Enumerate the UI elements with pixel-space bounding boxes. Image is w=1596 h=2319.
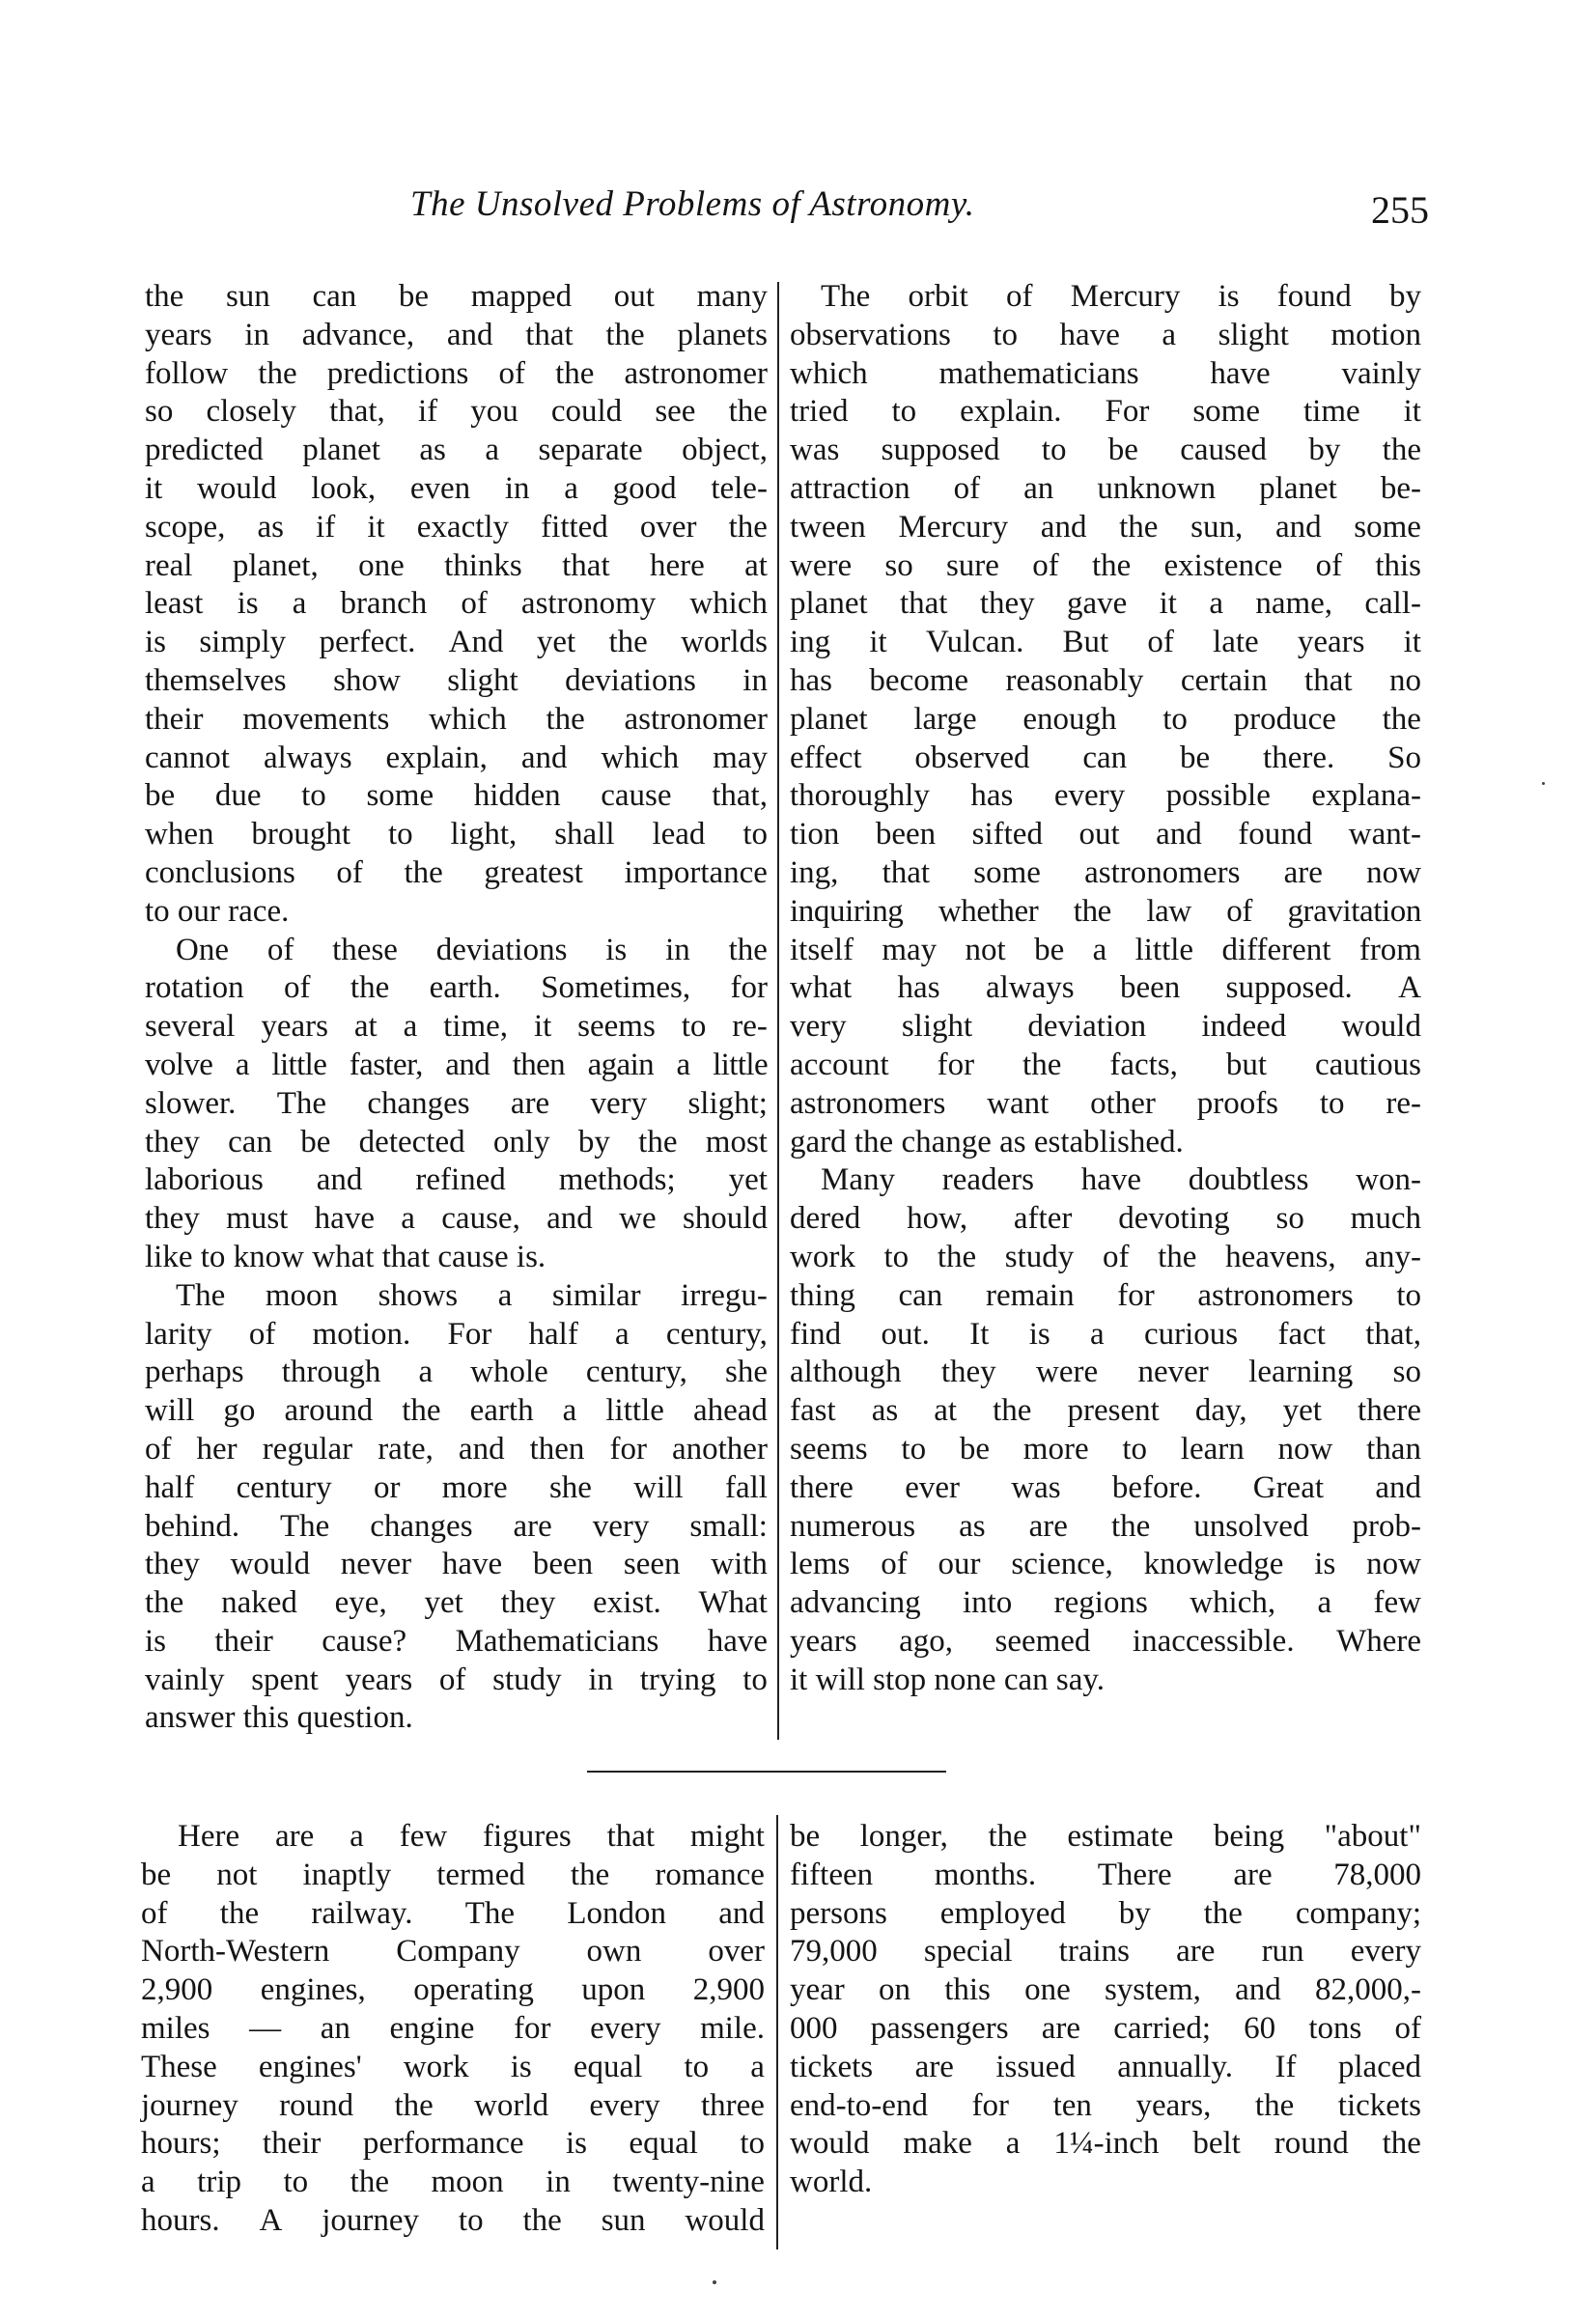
text-line: has become reasonably certain that no	[790, 662, 1421, 698]
text-line: effect observed can be there. So	[790, 740, 1421, 775]
text-line: advancing into regions which, a few	[790, 1585, 1421, 1621]
text-line: perhaps through a whole century, she	[145, 1355, 768, 1390]
text-line: thoroughly has every possible explana-	[790, 778, 1421, 814]
text-line: tickets are issued annually. If placed	[790, 2049, 1421, 2084]
text-line: fifteen months. There are 78,000	[790, 1857, 1421, 1892]
text-line: volve a little faster, and then again a little	[145, 1047, 768, 1082]
text-line: be longer, the estimate being "about"	[790, 1819, 1421, 1854]
text-line: year on this one system, and 82,000,-	[790, 1972, 1421, 2008]
text-line: astronomers want other proofs to re-	[790, 1085, 1421, 1121]
text-line: account for the facts, but cautious	[790, 1047, 1421, 1082]
text-line: Here are a few figures that might	[178, 1819, 765, 1854]
text-line: the sun can be mapped out many	[145, 279, 768, 314]
text-line: is their cause? Mathematicians have	[145, 1623, 768, 1659]
text-line: themselves show slight deviations in	[145, 662, 768, 698]
text-line: The moon shows a similar irregu-	[176, 1277, 768, 1313]
page-number: 255	[1371, 188, 1429, 232]
text-line: there ever was before. Great and	[790, 1469, 1421, 1505]
text-line: find out. It is a curious fact that,	[790, 1316, 1421, 1352]
text-line: would make a 1¼-inch belt round the	[790, 2126, 1421, 2162]
text-line: so closely that, if you could see the	[145, 394, 768, 430]
column-divider	[777, 282, 779, 1740]
text-line: were so sure of the existence of this	[790, 547, 1421, 583]
print-speck	[713, 2280, 716, 2284]
text-line: several years at a time, it seems to re-	[145, 1009, 768, 1045]
text-line: vainly spent years of study in trying to	[145, 1662, 768, 1697]
text-line: planet large enough to produce the	[790, 701, 1421, 737]
section2-right-column	[790, 1818, 1421, 2202]
text-line: persons employed by the company;	[790, 1895, 1421, 1931]
text-line: 2,900 engines, operating upon 2,900	[141, 1972, 765, 2008]
text-line: work to the study of the heavens, any-	[790, 1239, 1421, 1274]
text-line: real planet, one thinks that here at	[145, 547, 768, 583]
text-line: they would never have been seen with	[145, 1547, 768, 1582]
text-line: conclusions of the greatest importance	[145, 854, 768, 890]
text-line: seems to be more to learn now than	[790, 1431, 1421, 1467]
text-line: a trip to the moon in twenty-nine	[141, 2165, 765, 2200]
page-title: The Unsolved Problems of Astronomy.	[410, 184, 975, 224]
text-line: when brought to light, shall lead to	[145, 817, 768, 852]
text-line: The orbit of Mercury is found by	[821, 279, 1421, 314]
text-line: what has always been supposed. A	[790, 970, 1421, 1006]
text-line: to our race.	[145, 893, 290, 929]
text-line: will go around the earth a little ahead	[145, 1393, 768, 1429]
text-line: be due to some hidden cause that,	[145, 778, 768, 814]
text-line: 79,000 special trains are run every	[790, 1934, 1421, 1970]
text-line: answer this question.	[145, 1700, 413, 1736]
text-line: larity of motion. For half a century,	[145, 1316, 768, 1352]
text-line: is simply perfect. And yet the worlds	[145, 625, 768, 660]
text-line: planet that they gave it a name, call-	[790, 586, 1421, 622]
text-line: behind. The changes are very small:	[145, 1508, 768, 1544]
text-line: North-Western Company own over	[141, 1934, 765, 1970]
text-line: predicted planet as a separate object,	[145, 433, 768, 468]
print-speck	[1542, 782, 1545, 785]
text-line: ing, that some astronomers are now	[790, 854, 1421, 890]
text-line: fast as at the present day, yet there	[790, 1393, 1421, 1429]
text-line: end-to-end for ten years, the tickets	[790, 2087, 1421, 2123]
text-line: they must have a cause, and we should	[145, 1201, 768, 1237]
text-line: thing can remain for astronomers to	[790, 1277, 1421, 1313]
text-line: attraction of an unknown planet be-	[790, 470, 1421, 506]
text-line: itself may not be a little different from	[790, 932, 1421, 967]
text-line: inquiring whether the law of gravitation	[790, 893, 1421, 929]
text-line: years in advance, and that the planets	[145, 317, 768, 352]
text-line: their movements which the astronomer	[145, 701, 768, 737]
text-line: slower. The changes are very slight;	[145, 1085, 768, 1121]
text-line: miles — an engine for every mile.	[141, 2010, 765, 2046]
text-line: numerous as are the unsolved prob-	[790, 1508, 1421, 1544]
section-divider	[587, 1771, 946, 1773]
text-line: observations to have a slight motion	[790, 317, 1421, 352]
text-line: hours; their performance is equal to	[141, 2126, 765, 2162]
text-line: although they were never learning so	[790, 1355, 1421, 1390]
text-line: Many readers have doubtless won-	[821, 1162, 1421, 1198]
text-line: of the railway. The London and	[141, 1895, 765, 1931]
text-line: half century or more she will fall	[145, 1469, 768, 1505]
text-line: like to know what that cause is.	[145, 1239, 546, 1274]
text-line: least is a branch of astronomy which	[145, 586, 768, 622]
text-line: journey round the world every three	[141, 2087, 765, 2123]
text-line: was supposed to be caused by the	[790, 433, 1421, 468]
text-line: which mathematicians have vainly	[790, 355, 1421, 391]
text-line: tion been sifted out and found want-	[790, 817, 1421, 852]
text-line: be not inaptly termed the romance	[141, 1857, 765, 1892]
section2-left-column	[141, 1818, 765, 2241]
text-line: gard the change as established.	[790, 1124, 1184, 1160]
section1-right-column	[790, 278, 1421, 1699]
text-line: world.	[790, 2165, 873, 2200]
text-line: laborious and refined methods; yet	[145, 1162, 768, 1198]
text-line: scope, as if it exactly fitted over the	[145, 509, 768, 545]
text-line: cannot always explain, and which may	[145, 740, 768, 775]
text-line: ing it Vulcan. But of late years it	[790, 625, 1421, 660]
text-line: follow the predictions of the astronomer	[145, 355, 768, 391]
text-line: One of these deviations is in the	[176, 932, 768, 967]
running-header	[145, 183, 1429, 251]
text-line: dered how, after devoting so much	[790, 1201, 1421, 1237]
text-line: of her regular rate, and then for another	[145, 1431, 768, 1467]
text-line: years ago, seemed inaccessible. Where	[790, 1623, 1421, 1659]
text-line: lems of our science, knowledge is now	[790, 1547, 1421, 1582]
text-line: it would look, even in a good tele-	[145, 470, 768, 506]
text-line: very slight deviation indeed would	[790, 1009, 1421, 1045]
text-line: the naked eye, yet they exist. What	[145, 1585, 768, 1621]
text-line: it will stop none can say.	[790, 1662, 1105, 1697]
text-line: they can be detected only by the most	[145, 1124, 768, 1160]
section1-left-column	[145, 278, 768, 1738]
text-line: 000 passengers are carried; 60 tons of	[790, 2010, 1421, 2046]
text-line: tried to explain. For some time it	[790, 394, 1421, 430]
text-line: These engines' work is equal to a	[141, 2049, 765, 2084]
text-line: tween Mercury and the sun, and some	[790, 509, 1421, 545]
column-divider	[776, 1815, 778, 2249]
text-line: hours. A journey to the sun would	[141, 2202, 765, 2238]
text-line: rotation of the earth. Sometimes, for	[145, 970, 768, 1006]
